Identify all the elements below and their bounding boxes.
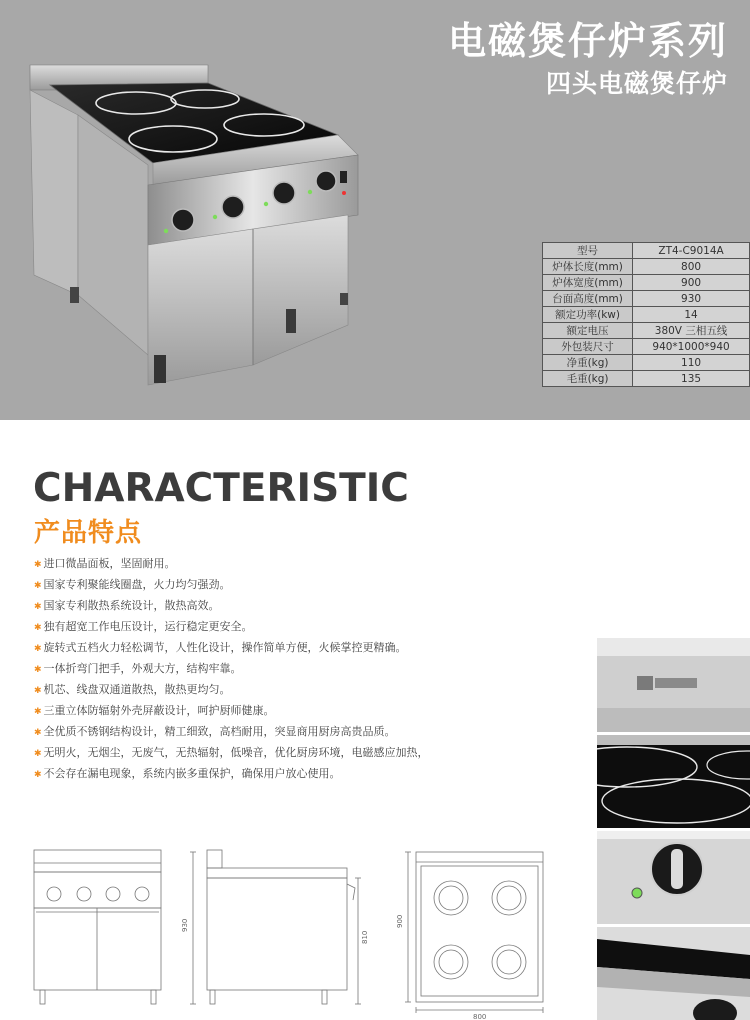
asterisk-icon: ✱ <box>34 602 42 612</box>
spec-row <box>543 323 750 339</box>
side-inner-height-label: 810 <box>361 930 369 944</box>
feature-item <box>34 682 429 703</box>
spec-label: 炉体宽度(mm) <box>543 275 633 291</box>
feature-text: 全优质不锈钢结构设计，精工细致，高档耐用，突显商用厨房高贵品质。 <box>43 725 396 738</box>
feature-list <box>34 556 429 787</box>
asterisk-icon: ✱ <box>34 665 42 675</box>
feature-item <box>34 619 429 640</box>
top-depth-label: 900 <box>396 914 404 928</box>
feature-text: 不会存在漏电现象，系统内嵌多重保护，确保用户放心使用。 <box>43 767 341 780</box>
spec-label: 台面高度(mm) <box>543 291 633 307</box>
feature-item <box>34 745 429 766</box>
spec-value: 800 <box>633 259 750 275</box>
spec-row <box>543 371 750 387</box>
side-height-label: 930 <box>181 918 189 932</box>
feature-item <box>34 661 429 682</box>
asterisk-icon: ✱ <box>34 686 42 696</box>
detail-photo-cabinet-edge <box>597 927 750 1020</box>
spec-value: 135 <box>633 371 750 387</box>
spec-value: 14 <box>633 307 750 323</box>
feature-item <box>34 766 429 787</box>
front-view-drawing <box>34 850 161 1004</box>
spec-row <box>543 291 750 307</box>
feature-item <box>34 703 429 724</box>
feature-item <box>34 724 429 745</box>
asterisk-icon: ✱ <box>34 707 42 717</box>
page-title: 电磁煲仔炉系列 <box>447 19 728 63</box>
feature-item <box>34 556 429 577</box>
feature-item <box>34 577 429 598</box>
page-subtitle: 四头电磁煲仔炉 <box>545 69 728 98</box>
spec-label: 毛重(kg) <box>543 371 633 387</box>
spec-value: 900 <box>633 275 750 291</box>
spec-label: 额定电压 <box>543 323 633 339</box>
spec-table <box>542 242 750 387</box>
asterisk-icon: ✱ <box>34 623 42 633</box>
top-view-drawing <box>405 852 543 1013</box>
detail-photo-logo-panel <box>597 638 750 732</box>
spec-label: 净重(kg) <box>543 355 633 371</box>
product-hero <box>0 0 750 420</box>
detail-photo-burner <box>597 735 750 828</box>
feature-text: 国家专利散热系统设计，散热高效。 <box>43 599 220 612</box>
spec-row <box>543 259 750 275</box>
spec-row <box>543 339 750 355</box>
spec-label: 型号 <box>543 243 633 259</box>
spec-value: 940*1000*940 <box>633 339 750 355</box>
section-subheading: 产品特点 <box>34 518 143 548</box>
feature-text: 国家专利聚能线圈盘，火力均匀强劲。 <box>43 578 231 591</box>
asterisk-icon: ✱ <box>34 560 42 570</box>
feature-text: 三重立体防辐射外壳屏蔽设计，呵护厨师健康。 <box>43 704 275 717</box>
spec-value: 380V 三相五线 <box>633 323 750 339</box>
asterisk-icon: ✱ <box>34 749 42 759</box>
feature-item <box>34 640 429 661</box>
feature-item <box>34 598 429 619</box>
section-heading: CHARACTERISTIC <box>33 466 409 511</box>
asterisk-icon: ✱ <box>34 644 42 654</box>
spec-value: 110 <box>633 355 750 371</box>
asterisk-icon: ✱ <box>34 770 42 780</box>
spec-label: 额定功率(kw) <box>543 307 633 323</box>
technical-drawings <box>0 838 580 1020</box>
spec-row <box>543 243 750 259</box>
spec-value: 930 <box>633 291 750 307</box>
side-view-drawing <box>190 850 361 1004</box>
product-illustration <box>18 55 368 395</box>
spec-row <box>543 355 750 371</box>
feature-text: 旋转式五档火力轻松调节，人性化设计，操作简单方便，火候掌控更精确。 <box>43 641 407 654</box>
detail-photo-knob <box>597 831 750 924</box>
feature-text: 一体折弯门把手，外观大方，结构牢靠。 <box>43 662 242 675</box>
top-width-label: 800 <box>473 1013 487 1020</box>
feature-text: 无明火，无烟尘，无废气，无热辐射，低噪音，优化厨房环境，电磁感应加热， <box>43 746 429 759</box>
feature-text: 进口微晶面板，坚固耐用。 <box>43 557 176 570</box>
asterisk-icon: ✱ <box>34 728 42 738</box>
spec-row <box>543 307 750 323</box>
spec-label: 外包装尺寸 <box>543 339 633 355</box>
spec-row <box>543 275 750 291</box>
asterisk-icon: ✱ <box>34 581 42 591</box>
feature-text: 独有超宽工作电压设计，运行稳定更安全。 <box>43 620 253 633</box>
feature-text: 机芯、线盘双通道散热，散热更均匀。 <box>43 683 231 696</box>
spec-label: 炉体长度(mm) <box>543 259 633 275</box>
spec-value: ZT4-C9014A <box>633 243 750 259</box>
